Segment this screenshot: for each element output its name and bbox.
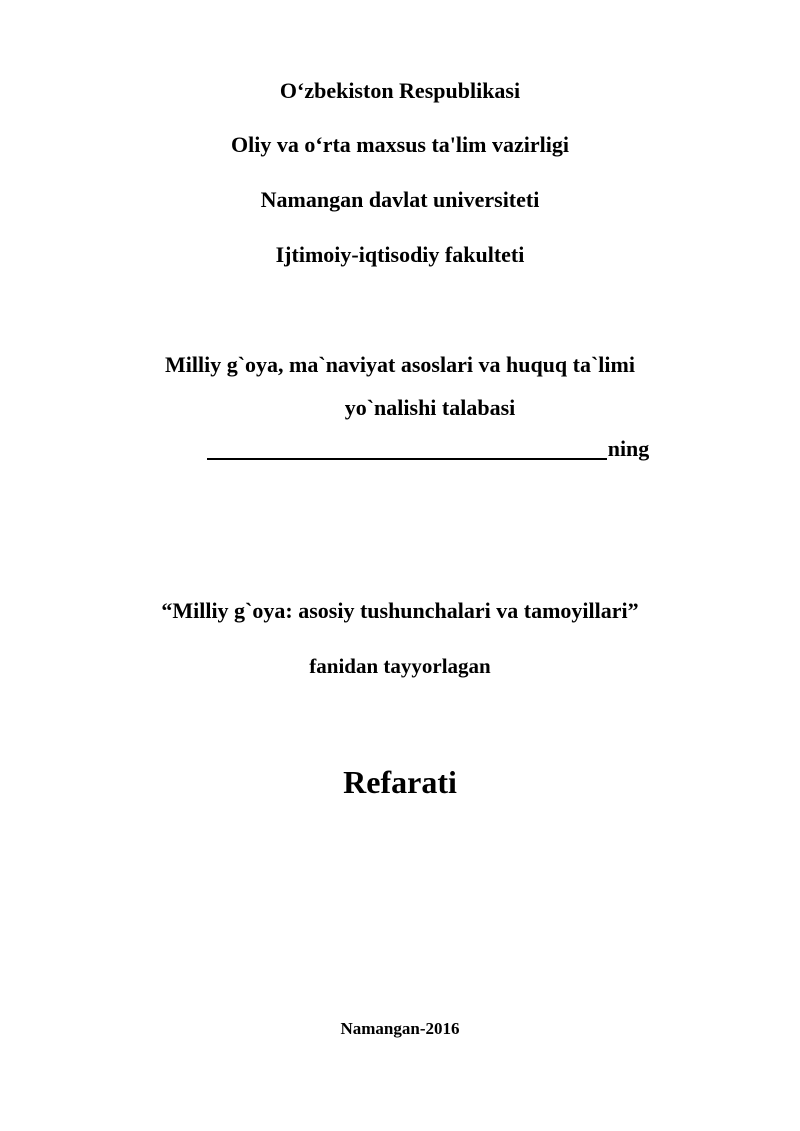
student-name-blank <box>207 438 607 460</box>
subject-line: fanidan tayyorlagan <box>309 654 491 678</box>
ministry-heading: Oliy va o‘rta maxsus ta'lim vazirligi <box>231 132 569 157</box>
direction-line-2: yo`nalishi talabasi <box>344 395 516 420</box>
direction-line-1: Milliy g`oya, ma`naviyat asoslari va huquq ta`limi <box>165 352 635 377</box>
student-name-line <box>28 438 800 460</box>
republic-heading: O‘zbekiston Respublikasi <box>279 78 521 103</box>
faculty-heading: Ijtimoiy-iqtisodiy fakulteti <box>275 242 525 267</box>
document-type-title: Refarati <box>343 764 457 800</box>
name-suffix: ning <box>607 436 650 461</box>
city-year: Namangan-2016 <box>340 1019 460 1038</box>
university-heading: Namangan davlat universiteti <box>260 187 540 212</box>
topic-title: “Milliy g`oya: asosiy tushunchalari va tamoyillari” <box>161 598 639 623</box>
